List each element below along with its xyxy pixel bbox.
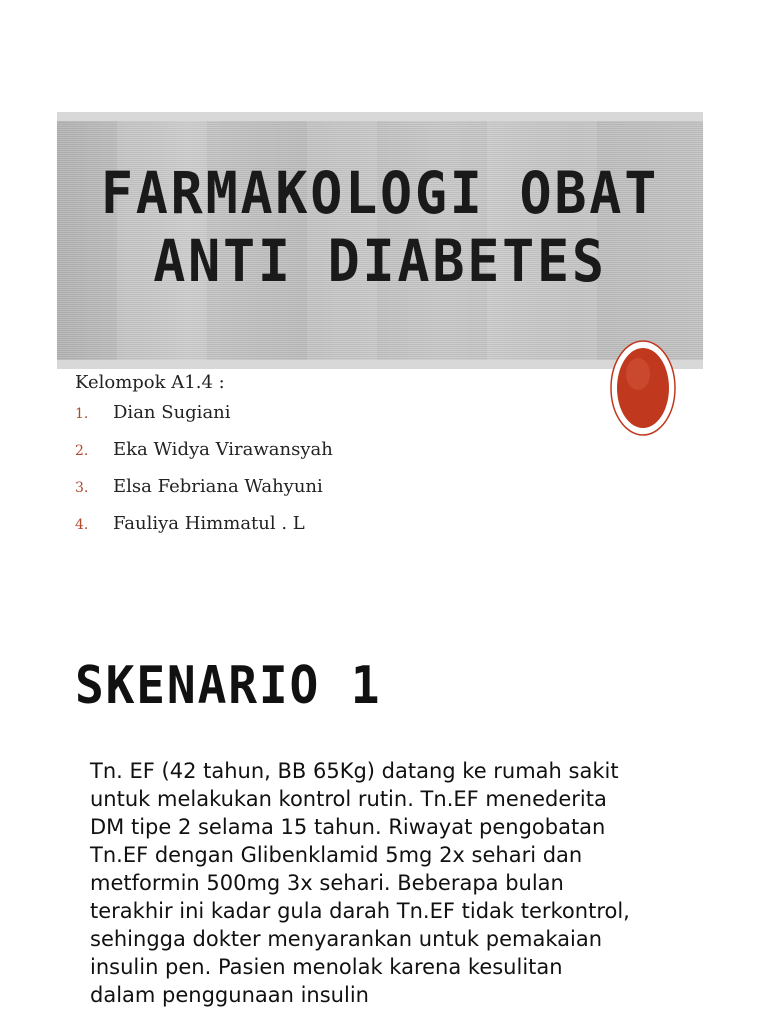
- title-line-1: FARMAKOLOGI OBAT: [100, 159, 660, 227]
- list-item: [75, 402, 333, 439]
- list-number: 1.: [75, 406, 89, 422]
- list-number: 3.: [75, 480, 89, 496]
- body-line: Tn. EF (42 tahun, BB 65Kg) datang ke rumah sakit: [90, 759, 619, 783]
- red-circle-ornament-icon: [610, 336, 676, 436]
- member-name: Eka Widya Virawansyah: [113, 439, 333, 460]
- list-number: 4.: [75, 517, 89, 533]
- title-line-2: ANTI DIABETES: [153, 227, 607, 295]
- scenario-body: [90, 757, 720, 1009]
- body-line: terakhir ini kadar gula darah Tn.EF tidak terkontrol,: [90, 899, 630, 923]
- member-name: Elsa Febriana Wahyuni: [113, 476, 323, 497]
- body-line: insulin pen. Pasien menolak karena kesulitan: [90, 955, 563, 979]
- body-line: Tn.EF dengan Glibenklamid 5mg 2x sehari dan: [90, 843, 583, 867]
- body-line: untuk melakukan kontrol rutin. Tn.EF menederita: [90, 787, 607, 811]
- slide-title: [83, 159, 677, 295]
- member-name: Dian Sugiani: [113, 402, 231, 423]
- member-list: [75, 402, 333, 550]
- group-label: Kelompok A1.4 :: [75, 372, 225, 393]
- body-line: metformin 500mg 3x sehari. Beberapa bulan: [90, 871, 564, 895]
- list-item: [75, 439, 333, 476]
- list-item: [75, 513, 333, 550]
- body-line: DM tipe 2 selama 15 tahun. Riwayat pengobatan: [90, 815, 606, 839]
- body-line: dalam penggunaan insulin: [90, 983, 369, 1007]
- title-band: [57, 112, 703, 369]
- scenario-title: SKENARIO 1: [75, 656, 382, 716]
- body-line: sehingga dokter menyarankan untuk pemakaian: [90, 927, 603, 951]
- list-item: [75, 476, 333, 513]
- member-name: Fauliya Himmatul . L: [113, 513, 305, 534]
- list-number: 2.: [75, 443, 89, 459]
